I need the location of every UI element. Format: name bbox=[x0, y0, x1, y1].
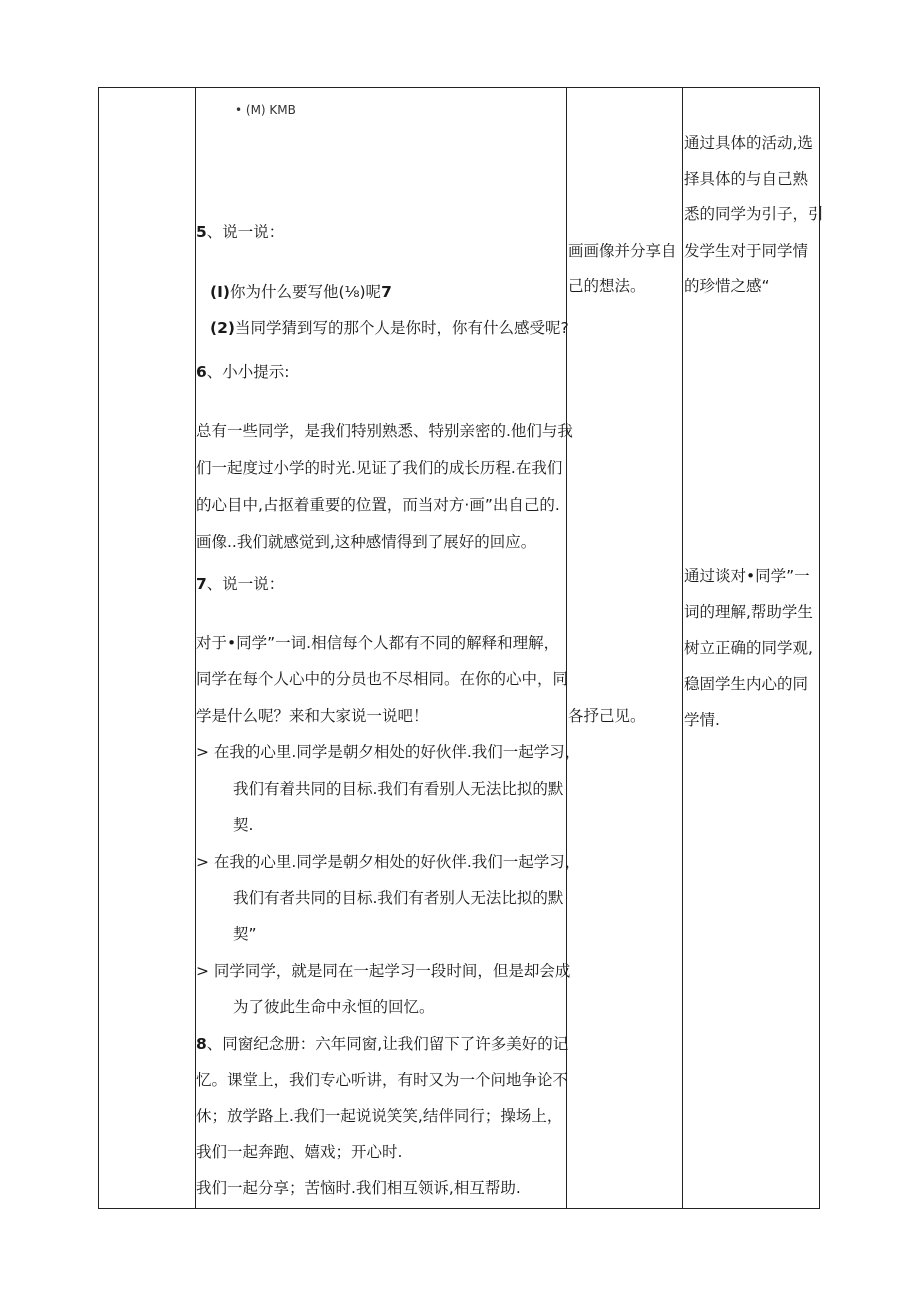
intent-line: 学情. bbox=[684, 711, 720, 729]
answer-line: 我们有着共同的目标.我们有看别人无法比拟的默 bbox=[233, 780, 564, 798]
tip-line: 总有一些同学，是我们特别熟悉、特别亲密的.他们与我 bbox=[196, 422, 573, 440]
intent-line: 词的理解,帮助学生 bbox=[684, 603, 813, 621]
section-8-line: 休；放学路上.我们一起说说笑笑,结伴同行；操场上， bbox=[196, 1107, 563, 1125]
intent-line: 的珍惜之感“ bbox=[684, 277, 770, 295]
intro-line: 对于•同学”一词.相信每个人都有不同的解释和理解， bbox=[196, 634, 560, 652]
section-7-heading: 7、说一说： bbox=[196, 575, 285, 593]
question-2: (2)当同学猜到写的那个人是你时，你有什么感受呢? bbox=[210, 319, 569, 337]
tip-line: 的心目中,占抠着重要的位置，而当对方·画”出自己的. bbox=[196, 496, 560, 514]
answer-line: > 在我的心里.同学是朝夕相处的好伙伴.我们一起学习， bbox=[196, 743, 581, 761]
tip-line: 们一起度过小学的时光.见证了我们的成长历程.在我们 bbox=[196, 459, 563, 477]
answer-line: 为了彼此生命中永恒的回忆。 bbox=[233, 998, 435, 1016]
intent-line: 稳固学生内心的同 bbox=[684, 675, 809, 693]
answer-line: > 在我的心里.同学是朝夕相处的好伙伴.我们一起学习， bbox=[196, 853, 581, 871]
section-8-line: 8、同窗纪念册：六年同窗,让我们留下了许多美好的记 bbox=[196, 1035, 569, 1053]
intent-line: 择具体的与自己熟 bbox=[684, 170, 809, 188]
answer-line: > 同学同学，就是同在一起学习一段时间，但是却会成 bbox=[196, 962, 571, 980]
section-6-heading: 6、小小提示: bbox=[196, 363, 290, 381]
intent-line: 悉的同学为引子，引 bbox=[684, 205, 824, 223]
intro-line: 同学在每个人心中的分员也不尽相同。在你的心中，同 bbox=[196, 670, 569, 688]
intent-line: 发学生对于同学情 bbox=[684, 242, 809, 260]
column-divider bbox=[682, 88, 683, 1208]
answer-line: 我们有者共同的目标.我们有者别人无法比拟的默 bbox=[233, 889, 564, 907]
intent-line: 树立正确的同学观, bbox=[684, 639, 813, 657]
tip-line: 画像..我们就感觉到,这种感情得到了展好的回应。 bbox=[196, 533, 537, 551]
section-8-line: 我们一起分享；苦恼时.我们相互领诉,相互帮助. bbox=[196, 1179, 521, 1197]
section-5-heading: 5、说一说： bbox=[196, 223, 285, 241]
answer-line: 契” bbox=[233, 925, 257, 943]
intent-line: 通过谈对•同学”一 bbox=[684, 567, 810, 585]
intent-line: 通过具体的活动,选 bbox=[684, 134, 813, 152]
activity-line: 各抒己见。 bbox=[568, 707, 646, 725]
section-8-line: 忆。课堂上，我们专心听讲，有时又为一个问地争论不 bbox=[196, 1071, 569, 1089]
intro-line: 学是什么呢？来和大家说一说吧！ bbox=[196, 707, 429, 725]
activity-line: 画画像并分享自 bbox=[568, 242, 677, 260]
activity-line: 己的想法。 bbox=[568, 277, 646, 295]
answer-line: 契. bbox=[233, 816, 254, 834]
question-1: (I)你为什么要写他(⅛)呢7 bbox=[210, 283, 392, 301]
bullet-line: • (M) KMB bbox=[235, 103, 296, 117]
section-8-line: 我们一起奔跑、嬉戏；开心时. bbox=[196, 1143, 403, 1161]
